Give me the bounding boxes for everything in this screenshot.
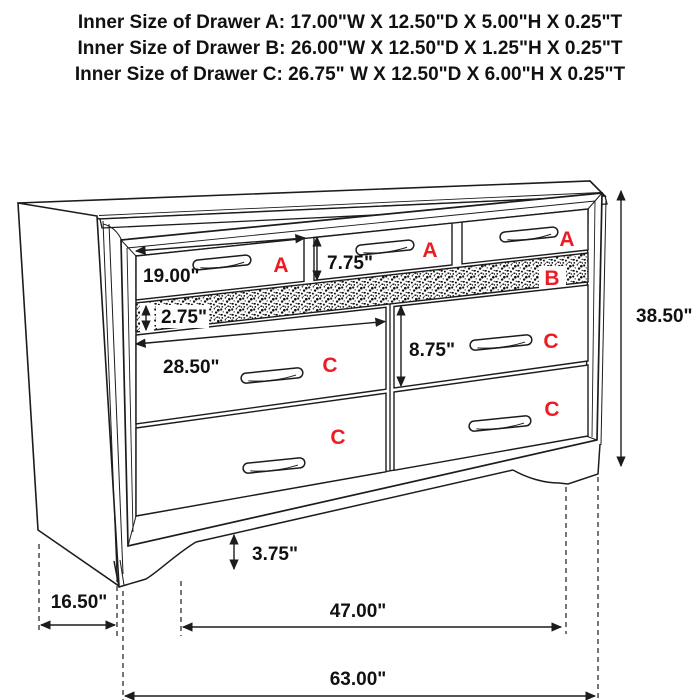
label-drawer-a2: A (422, 239, 438, 262)
dim-label-19: 19.00" (143, 266, 200, 287)
inner-size-drawer-b: Inner Size of Drawer B: 26.00"W X 12.50"D X 1.25"H X 0.25"T (77, 38, 623, 59)
label-drawer-c-left-top: C (322, 354, 338, 377)
left-front-foot (114, 542, 196, 587)
label-drawer-b: B (544, 267, 560, 290)
dim-label-875: 8.75" (409, 340, 455, 361)
dim-label-775: 7.75" (327, 253, 373, 274)
label-drawer-c-left-bottom: C (330, 426, 346, 449)
dim-label-285: 28.50" (163, 357, 220, 378)
side-panel (18, 203, 119, 586)
label-drawer-a3: A (559, 228, 575, 251)
inner-size-drawer-c: Inner Size of Drawer C: 26.75" W X 12.50"D X 6.00"H X 0.25"T (74, 64, 626, 85)
inner-size-drawer-a: Inner Size of Drawer A: 17.00"W X 12.50"D X 5.00"H X 0.25"T (77, 12, 623, 33)
arrow-clearing (140, 303, 154, 332)
extension-lines (39, 477, 598, 700)
dimension-overall-height (621, 191, 693, 466)
dim-label-385: 38.50" (636, 306, 693, 327)
dimension-tray-b-height (140, 303, 209, 332)
dim-label-47: 47.00" (329, 601, 387, 622)
dim-label-375: 3.75" (252, 544, 298, 565)
dimension-depth (41, 592, 115, 625)
dimension-foot-height (234, 535, 298, 569)
label-drawer-c-right-bottom: C (544, 398, 560, 421)
label-drawer-c-right-top: C (543, 330, 559, 353)
dimension-overall-width (125, 669, 595, 696)
dim-label-63: 63.00" (329, 669, 387, 690)
dresser-left-side (18, 203, 123, 586)
dim-label-275: 2.75" (161, 307, 207, 328)
dim-label-165: 16.50" (50, 592, 108, 613)
dimension-feet-span (183, 601, 561, 627)
label-drawer-a1: A (273, 254, 289, 277)
